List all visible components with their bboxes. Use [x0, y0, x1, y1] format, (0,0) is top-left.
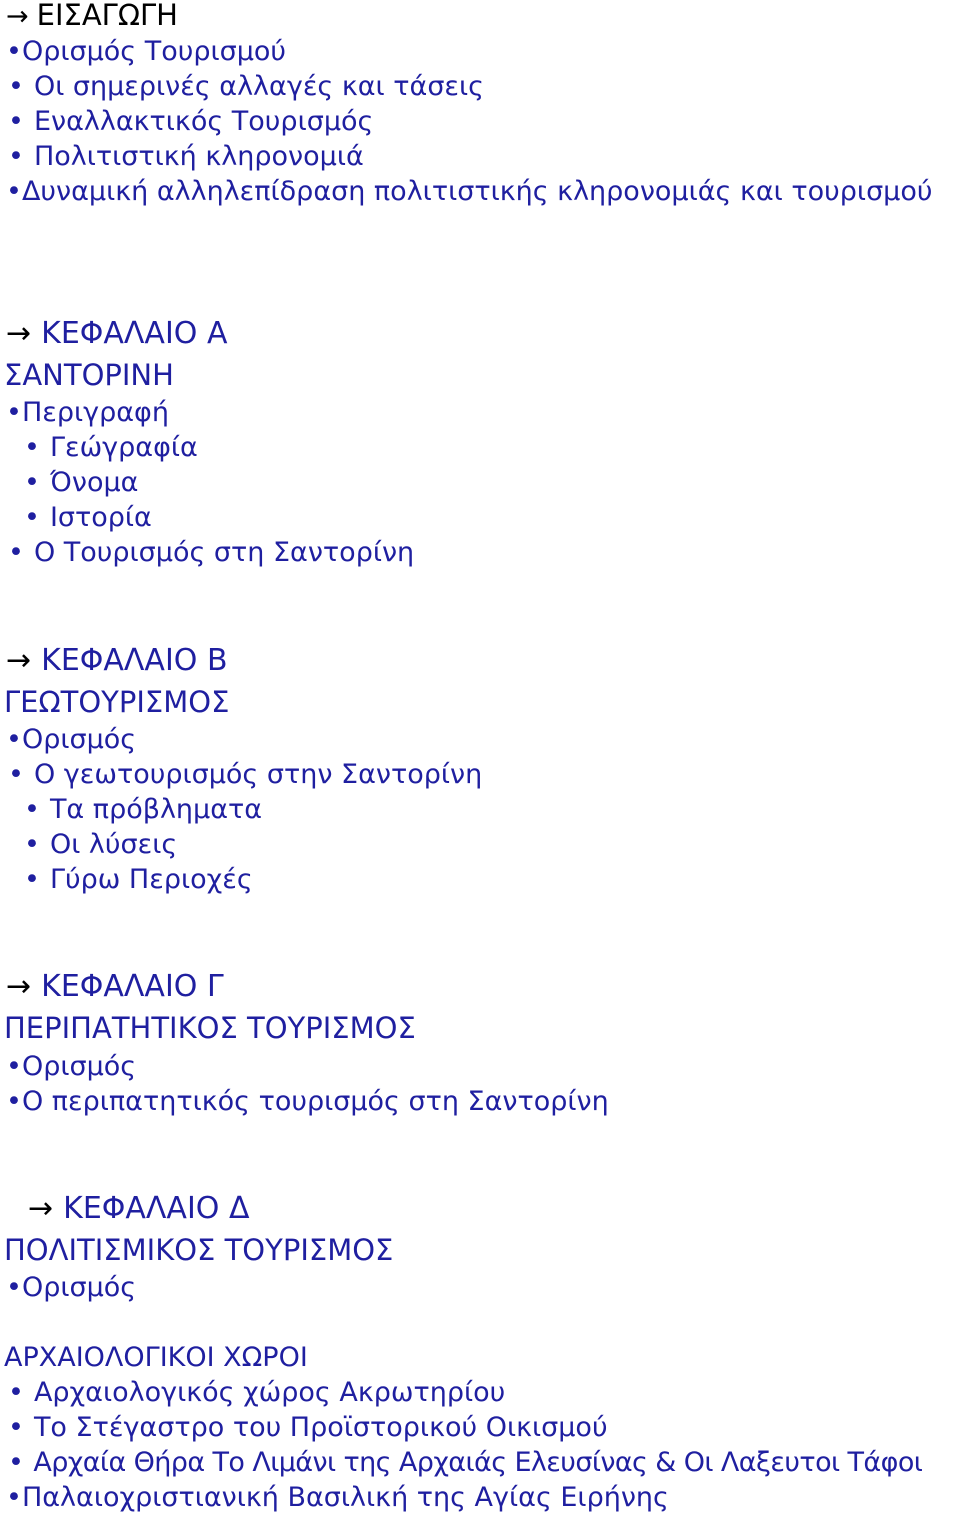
list-item [8, 758, 482, 792]
list-item [6, 1050, 136, 1084]
arrow-right-icon: → [6, 1, 29, 32]
bullet-icon: • [24, 432, 40, 463]
list-item-text: Τα πρόβληματα [49, 794, 263, 825]
list-item-text: Ο Τουρισμός στη Σαντορίνη [33, 537, 415, 568]
chapter-b-subtitle: ΓΕΩΤΟΥΡΙΣΜΟΣ [4, 685, 230, 719]
list-item [6, 175, 933, 209]
arrow-right-icon: → [6, 643, 32, 678]
bullet-icon: • [8, 1412, 24, 1443]
list-item-text: Περιγραφή [21, 397, 169, 428]
list-item-text: Ο γεωτουρισμός στην Σαντορίνη [33, 759, 483, 790]
list-item-text: Παλαιοχριστιανική Βασιλική της Αγίας Ειρήνης [21, 1482, 669, 1513]
list-item-text: Όνομα [49, 467, 139, 498]
bullet-icon: • [24, 829, 40, 860]
bullet-icon: • [6, 397, 22, 428]
bullet-icon: • [24, 864, 40, 895]
list-item [6, 1085, 609, 1119]
list-item [6, 723, 136, 757]
list-item [24, 793, 262, 827]
bullet-icon: • [8, 1447, 24, 1478]
list-item-text: Γύρω Περιοχές [49, 864, 253, 895]
list-item [6, 1271, 136, 1305]
bullet-icon: • [8, 106, 24, 137]
chapter-d-subtitle: ΠΟΛΙΤΙΣΜΙΚΟΣ ΤΟΥΡΙΣΜΟΣ [4, 1233, 394, 1267]
list-item-text: Ορισμός Τουρισμού [21, 36, 287, 67]
bullet-icon: • [6, 724, 22, 755]
intro-heading-text: ΕΙΣΑΓΩΓΗ [36, 0, 178, 32]
list-item-text: Ορισμός [21, 1051, 137, 1082]
list-item [8, 1411, 608, 1445]
list-item-text: Αρχαία Θήρα Το Λιμάνι της Αρχαιάς Ελευσίνας & Οι Λαξευτοι Τάφοι [33, 1447, 923, 1478]
sites-heading: ΑΡΧΑΙΟΛΟΓΙΚΟΙ ΧΩΡΟΙ [4, 1342, 308, 1373]
list-item-text: Ορισμός [21, 724, 137, 755]
bullet-icon: • [6, 176, 22, 207]
list-item-text: Ορισμός [21, 1272, 137, 1303]
chapter-d-heading-text: ΚΕΦΑΛΑΙΟ Δ [63, 1191, 250, 1226]
chapter-b-heading [6, 644, 228, 678]
bullet-icon: • [6, 1051, 22, 1082]
list-item-text: Πολιτιστική κληρονομιά [33, 141, 364, 172]
list-item-text: Δυναμική αλληλεπίδραση πολιτιστικής κληρονομιάς και τουρισμού [21, 176, 933, 207]
arrow-right-icon: → [6, 969, 32, 1004]
list-item [6, 396, 169, 430]
list-item-text: Ιστορία [49, 502, 152, 533]
bullet-icon: • [6, 36, 22, 67]
bullet-icon: • [6, 1272, 22, 1303]
chapter-a-heading [6, 317, 227, 351]
bullet-icon: • [8, 71, 24, 102]
chapter-c-heading-text: ΚΕΦΑΛΑΙΟ Γ [41, 969, 224, 1004]
bullet-icon: • [8, 141, 24, 172]
arrow-right-icon: → [28, 1191, 54, 1226]
bullet-icon: • [6, 1482, 22, 1513]
bullet-icon: • [8, 537, 24, 568]
list-item [24, 828, 177, 862]
list-item-text: Αρχαιολογικός χώρος Ακρωτηρίου [33, 1377, 506, 1408]
list-item [8, 70, 484, 104]
chapter-d-heading [28, 1192, 249, 1226]
bullet-icon: • [24, 794, 40, 825]
chapter-c-subtitle: ΠΕΡΙΠΑΤΗΤΙΚΟΣ ΤΟΥΡΙΣΜΟΣ [4, 1011, 416, 1045]
list-item [8, 1446, 922, 1480]
list-item [24, 863, 253, 897]
bullet-icon: • [6, 1086, 22, 1117]
list-item-text: Εναλλακτικός Τουρισμός [33, 106, 374, 137]
list-item [8, 105, 373, 139]
list-item-text: Οι σημερινές αλλαγές και τάσεις [33, 71, 485, 102]
chapter-a-heading-text: ΚΕΦΑΛΑΙΟ Α [41, 316, 228, 351]
list-item-text: Ο περιπατητικός τουρισμός στη Σαντορίνη [21, 1086, 609, 1117]
bullet-icon: • [8, 1377, 24, 1408]
list-item-text: Γεώγραφία [49, 432, 198, 463]
list-item [24, 431, 198, 465]
list-item [8, 140, 364, 174]
bullet-icon: • [24, 467, 40, 498]
list-item-text: Οι λύσεις [49, 829, 178, 860]
list-item [8, 536, 414, 570]
list-item [24, 501, 152, 535]
list-item [6, 1481, 669, 1515]
list-item [24, 466, 138, 500]
list-item [8, 1376, 505, 1410]
chapter-a-subtitle: ΣΑΝΤΟΡΙΝΗ [4, 358, 174, 392]
arrow-right-icon: → [6, 316, 32, 351]
bullet-icon: • [8, 759, 24, 790]
chapter-b-heading-text: ΚΕΦΑΛΑΙΟ Β [41, 643, 228, 678]
intro-heading [6, 0, 178, 34]
list-item-text: Το Στέγαστρο του Προϊστορικού Οικισμού [33, 1412, 608, 1443]
list-item [6, 35, 286, 69]
chapter-c-heading [6, 970, 224, 1004]
bullet-icon: • [24, 502, 40, 533]
